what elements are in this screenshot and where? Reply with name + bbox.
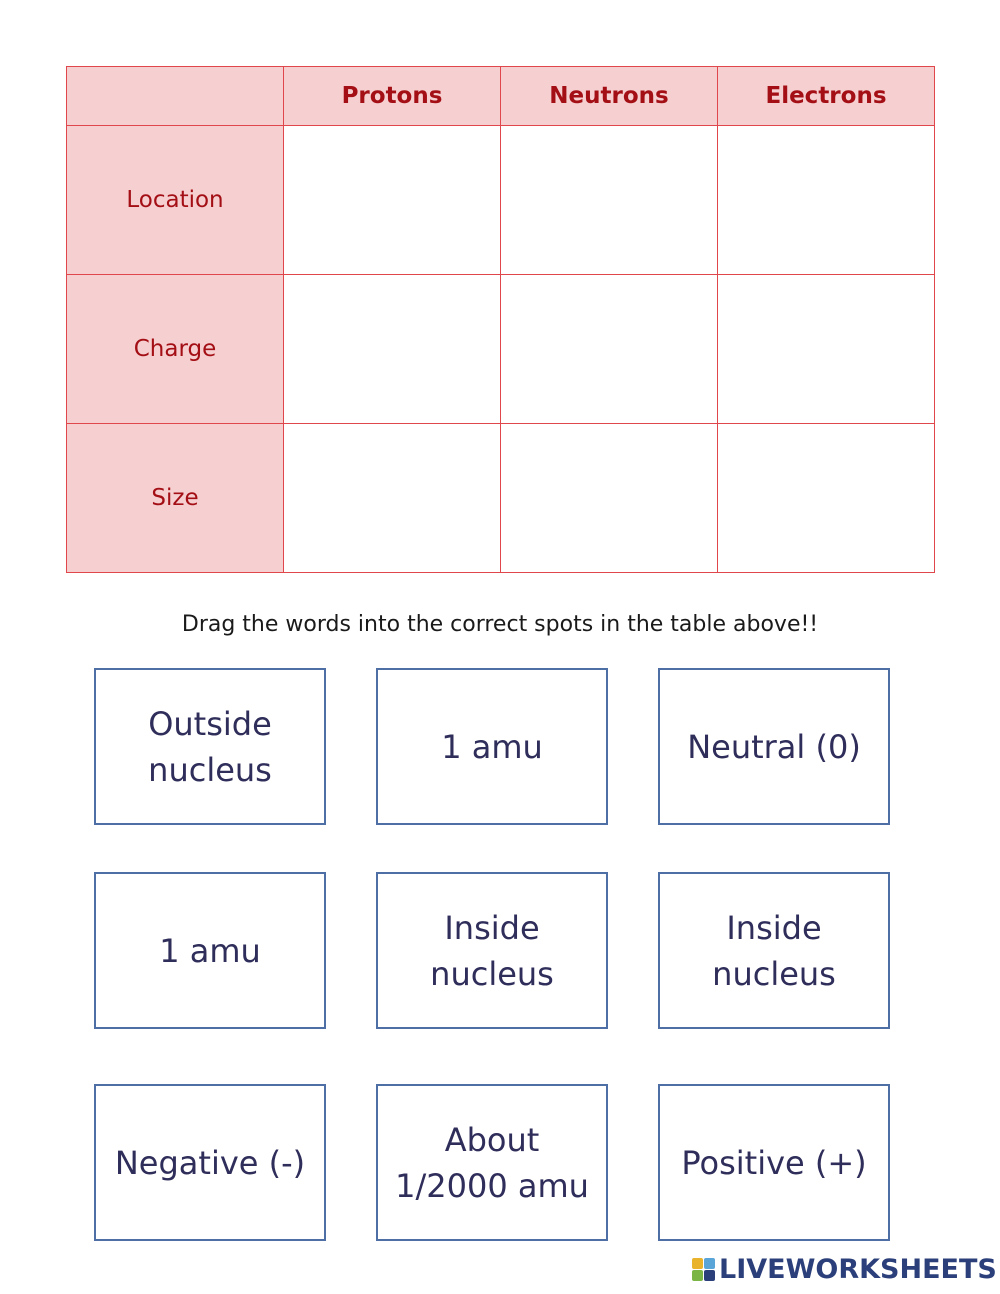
drop-cell-charge-electrons[interactable] [718, 275, 935, 424]
particle-table [66, 66, 935, 573]
draggable-word-card[interactable] [94, 668, 326, 825]
draggable-word-card[interactable] [376, 1084, 608, 1241]
drop-cell-size-electrons[interactable] [718, 424, 935, 573]
draggable-word-card[interactable] [376, 872, 608, 1029]
drop-cell-size-protons[interactable] [284, 424, 501, 573]
card-label: About 1/2000 amu [395, 1120, 589, 1205]
table-row-charge [67, 275, 935, 424]
table-row-size [67, 424, 935, 573]
card-label: Negative (-) [114, 1143, 306, 1182]
row-header-size: Size [67, 424, 284, 573]
drop-cell-charge-neutrons[interactable] [501, 275, 718, 424]
card-label: Inside nucleus [430, 908, 554, 993]
drop-cell-size-neutrons[interactable] [501, 424, 718, 573]
drop-cell-location-neutrons[interactable] [501, 126, 718, 275]
liveworksheets-logo [692, 1254, 997, 1284]
instruction-text: Drag the words into the correct spots in the table above!! [181, 612, 819, 637]
column-header-electrons: Electrons [718, 67, 935, 126]
column-header-neutrons: Neutrons [501, 67, 718, 126]
draggable-word-card[interactable] [94, 1084, 326, 1241]
card-label: Positive (+) [681, 1143, 867, 1182]
drop-cell-location-electrons[interactable] [718, 126, 935, 275]
liveworksheets-logo-icon [692, 1258, 715, 1281]
row-header-charge: Charge [67, 275, 284, 424]
drop-cell-location-protons[interactable] [284, 126, 501, 275]
card-label: 1 amu [159, 931, 261, 970]
draggable-word-card[interactable] [94, 872, 326, 1029]
card-label: Inside nucleus [712, 908, 836, 993]
table-corner-cell [67, 67, 284, 126]
row-header-location: Location [67, 126, 284, 275]
card-label: Neutral (0) [687, 727, 861, 766]
column-header-protons: Protons [284, 67, 501, 126]
draggable-word-card[interactable] [658, 872, 890, 1029]
table-row-location [67, 126, 935, 275]
draggable-word-card[interactable] [658, 668, 890, 825]
draggable-word-card[interactable] [376, 668, 608, 825]
table-header-row [67, 67, 935, 126]
draggable-word-card[interactable] [658, 1084, 890, 1241]
logo-text: LIVEWORKSHEETS [719, 1253, 997, 1285]
drop-cell-charge-protons[interactable] [284, 275, 501, 424]
card-label: 1 amu [441, 727, 543, 766]
card-label: Outside nucleus [148, 704, 272, 789]
